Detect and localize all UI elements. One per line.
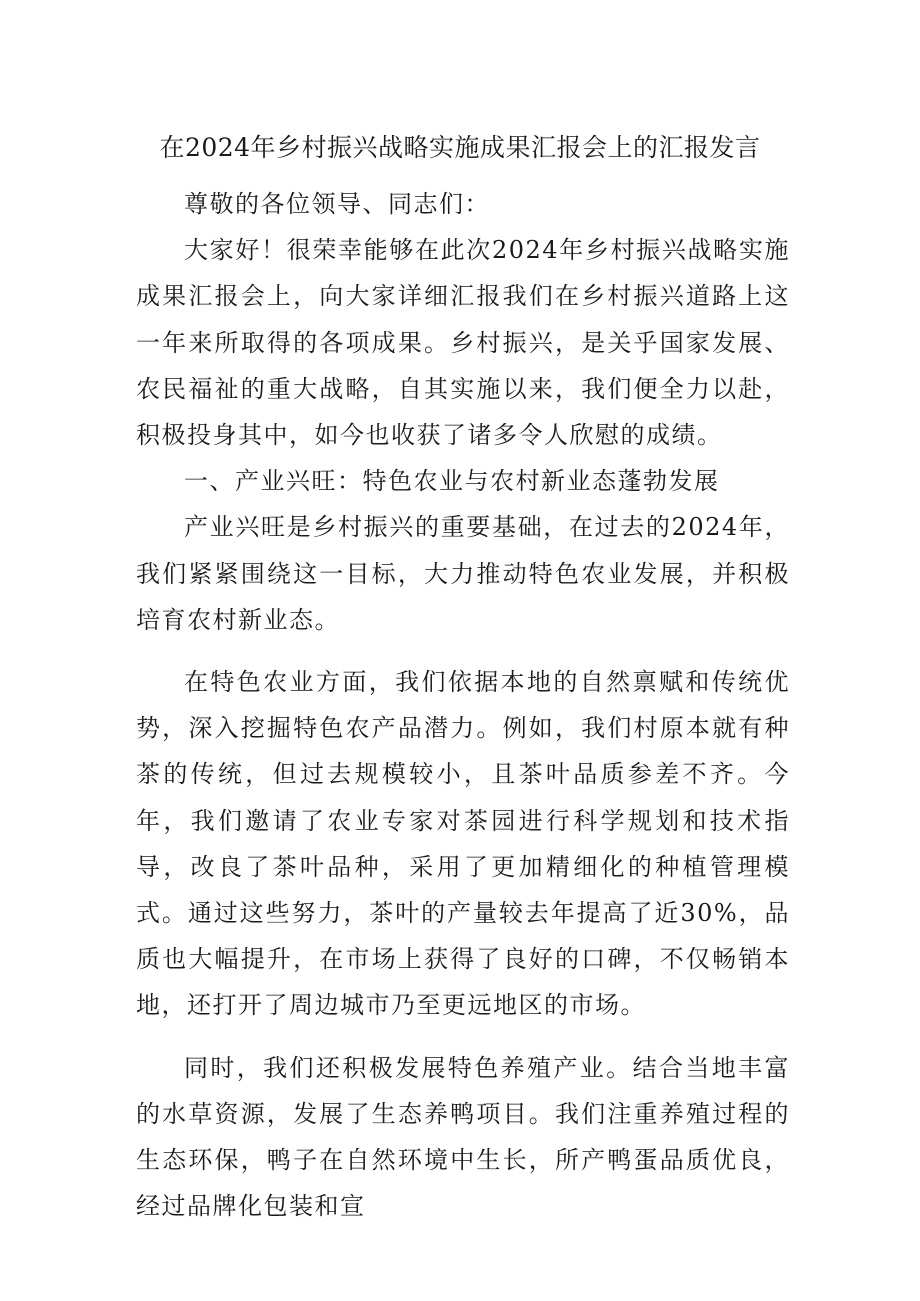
duck-farming-paragraph: 同时，我们还积极发展特色养殖产业。结合当地丰富的水草资源，发展了生态养鸭项目。我们注重养殖过程的生态环保，鸭子在自然环境中生长，所产鸭蛋品质优良，经过品牌化包装和宣: [136, 1053, 790, 1221]
document-title: 在2024年乡村振兴战略实施成果汇报会上的汇报发言: [159, 133, 761, 162]
opening-paragraph: 大家好！很荣幸能够在此次2024年乡村振兴战略实施成果汇报会上，向大家详细汇报我们在乡村振兴道路上这一年来所取得的各项成果。乡村振兴，是关乎国家发展、农民福祉的重大战略，自其实施以来，我们便全力以赴，积极投身其中，如今也收获了诸多令人欣慰的成绩。: [136, 236, 790, 450]
salutation-paragraph: 尊敬的各位领导、同志们：: [184, 190, 490, 218]
section-heading: 一、产业兴旺：特色农业与农村新业态蓬勃发展: [184, 467, 720, 496]
tea-agriculture-paragraph: 在特色农业方面，我们依据本地的自然禀赋和传统优势，深入挖掘特色农产品潜力。例如，我们村原本就有种茶的传统，但过去规模较小，且茶叶品质参差不齐。今年，我们邀请了农业专家对茶园进行科学规划和技术指导，改良了茶叶品种，采用了更加精细化的种植管理模式。通过这些努力，茶叶的产量较去年提高了近30%，品质也大幅提升，在市场上获得了良好的口碑，不仅畅销本地，还打开了周边城市乃至更远地区的市场。: [136, 668, 790, 1020]
document-body: [136, 181, 790, 1229]
industry-intro-paragraph: 产业兴旺是乡村振兴的重要基础，在过去的2024年，我们紧紧围绕这一目标，大力推动特色农业发展，并积极培育农村新业态。: [136, 513, 790, 634]
